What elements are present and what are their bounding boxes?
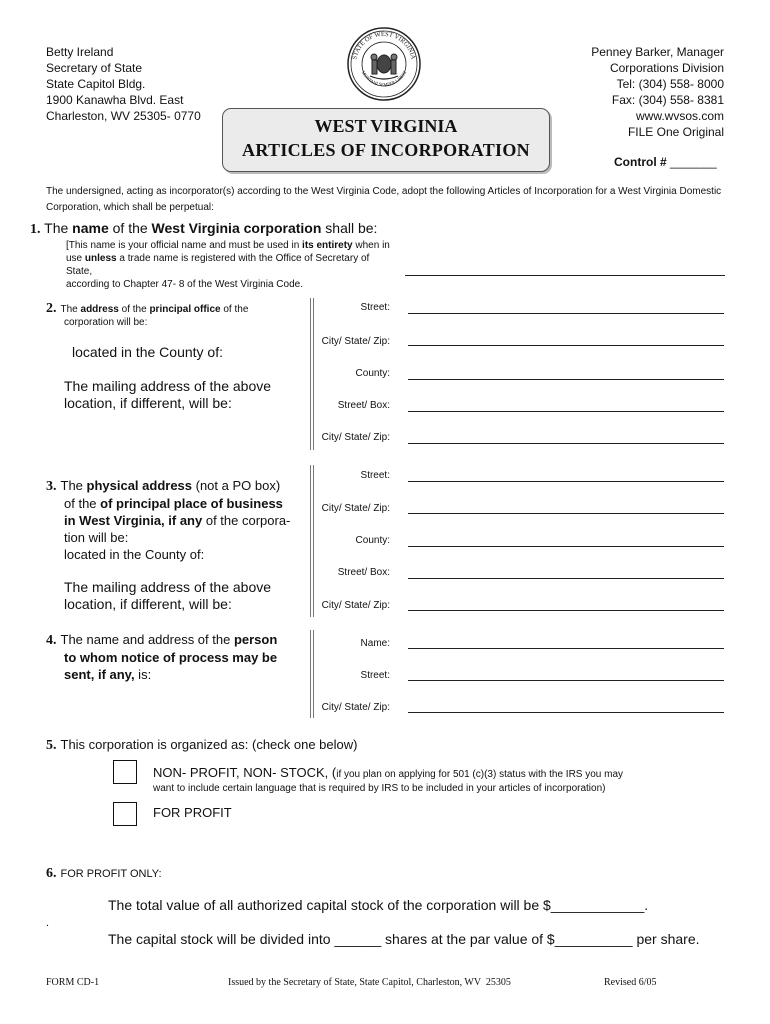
section-1-number: 1. <box>30 222 41 237</box>
non-profit-option <box>153 764 623 795</box>
manager-name: Penney Barker, Manager <box>591 45 724 59</box>
s4-bold: sent, if any, <box>64 667 135 682</box>
non-profit-checkbox[interactable] <box>113 760 137 784</box>
s3-county-field[interactable] <box>408 546 724 547</box>
intro-line-2: Corporation, which shall be perpetual: <box>46 202 214 213</box>
s5-text: This corporation is organized as: (check one below) <box>60 737 358 752</box>
division-name: Corporations Division <box>609 61 724 75</box>
s4-city-field[interactable] <box>408 712 724 713</box>
secretary-name: Betty Ireland <box>46 45 114 59</box>
s2-county-label: located in the County of: <box>72 344 223 360</box>
s2-street-label: Street: <box>360 302 390 313</box>
s4-street-label: Street: <box>360 670 390 681</box>
s3-mail-line: location, if different, will be: <box>64 596 232 612</box>
section-3 <box>46 477 290 563</box>
note-text: [This name is your official name and must be used in <box>66 240 303 251</box>
issued-by: Issued by the Secretary of State, State Capitol, Charleston, WV 25305 <box>228 977 511 988</box>
secretary-address-block <box>46 44 201 124</box>
s4-name-label: Name: <box>360 638 390 649</box>
s2-text: of the <box>118 304 150 315</box>
s2-bold: address <box>80 304 119 315</box>
control-blank: _______ <box>670 155 717 169</box>
s3-text: of the corpora- <box>202 513 291 528</box>
s2-text: corporation will be: <box>64 317 148 328</box>
s3-bold: physical address <box>86 478 193 493</box>
note-text: use <box>66 253 85 264</box>
building-name: State Capitol Bldg. <box>46 77 146 91</box>
s3-street-field[interactable] <box>408 481 724 482</box>
form-number: FORM CD-1 <box>46 977 100 988</box>
s3-text: tion will be: <box>64 530 129 545</box>
seal-motto: MONTANI SEMPER LIBERI <box>360 70 408 88</box>
s2-street-field[interactable] <box>408 313 724 314</box>
intro-line-1: The undersigned, acting as incorporator(s) according to the West Virginia Code, adopt the following Articles of Incorporation for a West Virginia Domestic <box>46 186 722 197</box>
s2-city-label: City/ State/ Zip: <box>321 336 390 347</box>
section-5 <box>46 736 357 754</box>
s3-city-field[interactable] <box>408 513 724 514</box>
section-3-number: 3. <box>46 479 57 494</box>
s4-street-field[interactable] <box>408 680 724 681</box>
section-1-note <box>66 239 396 291</box>
section-2 <box>46 302 248 329</box>
s2-box-label: Street/ Box: <box>337 400 390 411</box>
shares-par-value-line[interactable]: The capital stock will be divided into ______ shares at the par value of $__________ per share. <box>108 931 700 947</box>
for-profit-label: FOR PROFIT <box>153 805 232 820</box>
intro-text <box>46 184 736 216</box>
s4-text: The name and address of the <box>60 632 234 647</box>
seal-top-text: STATE OF WEST VIRGINIA <box>351 30 417 61</box>
title-box <box>222 108 550 172</box>
corporation-name-field[interactable] <box>405 275 725 276</box>
s3-text: (not a PO box) <box>192 478 281 493</box>
revision-date: Revised 6/05 <box>604 977 657 988</box>
s1-text: The <box>44 220 73 236</box>
s3-text: of the <box>64 496 101 511</box>
s4-city-label: City/ State/ Zip: <box>321 702 390 713</box>
city-address: Charleston, WV 25305- 0770 <box>46 109 201 123</box>
s2-mailing-label <box>64 378 271 412</box>
s2-bold: principal office <box>149 304 221 315</box>
s4-bold: person <box>233 632 278 647</box>
s1-text-bold: West Virginia corporation <box>151 220 322 236</box>
section-2-number: 2. <box>46 301 57 316</box>
secretary-title: Secretary of State <box>46 61 143 75</box>
section-6 <box>46 866 162 882</box>
s3-mail-line: The mailing address of the above <box>64 579 272 595</box>
street-address: 1900 Kanawha Blvd. East <box>46 93 184 107</box>
note-bold: unless <box>84 253 117 264</box>
note-text: a trade name is registered with the Office of Secretary of State, <box>66 253 370 277</box>
s2-text: The <box>60 304 81 315</box>
section-4 <box>46 631 277 683</box>
note-bold: its entirety <box>302 240 353 251</box>
s1-text: of the <box>108 220 152 236</box>
s2-mail-city-field[interactable] <box>408 443 724 444</box>
s3-bold: of principal place of business <box>100 496 283 511</box>
s2-county-field-label: County: <box>355 368 390 379</box>
form-title-main: ARTICLES OF INCORPORATION <box>242 140 530 160</box>
s3-text: located in the County of: <box>64 547 205 562</box>
s2-county-field[interactable] <box>408 379 724 380</box>
note-text: when in <box>352 240 390 251</box>
state-seal <box>346 26 422 102</box>
control-number <box>614 154 717 170</box>
s2-text: of the <box>220 304 249 315</box>
s2-mail-line: location, if different, will be: <box>64 395 232 411</box>
s3-county-label: County: <box>355 535 390 546</box>
s4-text: is: <box>134 667 152 682</box>
section-1 <box>30 220 396 291</box>
s2-city-field[interactable] <box>408 345 724 346</box>
s4-bold: to whom notice of process may be <box>64 650 278 665</box>
control-label: Control # <box>614 155 667 169</box>
s2-mail-line: The mailing address of the above <box>64 378 272 394</box>
s3-box-label: Street/ Box: <box>337 567 390 578</box>
s6-label: FOR PROFIT ONLY: <box>60 868 162 880</box>
stray-dot: . <box>46 917 50 929</box>
capital-stock-value-line[interactable]: The total value of all authorized capital stock of the corporation will be $____________. <box>108 897 649 913</box>
non-profit-note: if you plan on applying for 501 (c)(3) status with the IRS you may <box>336 769 624 780</box>
non-profit-label: NON- PROFIT, NON- STOCK, ( <box>153 765 337 780</box>
s1-text-bold: name <box>72 220 109 236</box>
for-profit-checkbox[interactable] <box>113 802 137 826</box>
s2-box-field[interactable] <box>408 411 724 412</box>
form-title-state: WEST VIRGINIA <box>314 116 458 136</box>
s4-name-field[interactable] <box>408 648 724 649</box>
s3-mail-city-field[interactable] <box>408 610 724 611</box>
non-profit-note-2: want to include certain language that is required by IRS to be included in your articles of incorporation) <box>153 783 606 794</box>
fax-number: Fax: (304) 558- 8381 <box>611 93 724 107</box>
s3-text: The <box>60 478 87 493</box>
s1-text: shall be: <box>321 220 378 236</box>
s3-box-field[interactable] <box>408 578 724 579</box>
phone-number: Tel: (304) 558- 8000 <box>616 77 724 91</box>
s3-street-label: Street: <box>360 470 390 481</box>
s3-city-label: City/ State/ Zip: <box>321 503 390 514</box>
s3-mail-city-label: City/ State/ Zip: <box>321 600 390 611</box>
section-4-number: 4. <box>46 633 57 648</box>
website: www.wvsos.com <box>635 109 724 123</box>
note-text: according to Chapter 47- 8 of the West Virginia Code. <box>66 279 303 290</box>
section-6-number: 6. <box>46 866 57 881</box>
section-5-number: 5. <box>46 738 57 753</box>
s3-bold: in West Virginia, if any <box>64 513 203 528</box>
s2-mail-city-label: City/ State/ Zip: <box>321 432 390 443</box>
filing-instruction: FILE One Original <box>627 125 724 139</box>
s3-mailing-label <box>64 579 271 613</box>
